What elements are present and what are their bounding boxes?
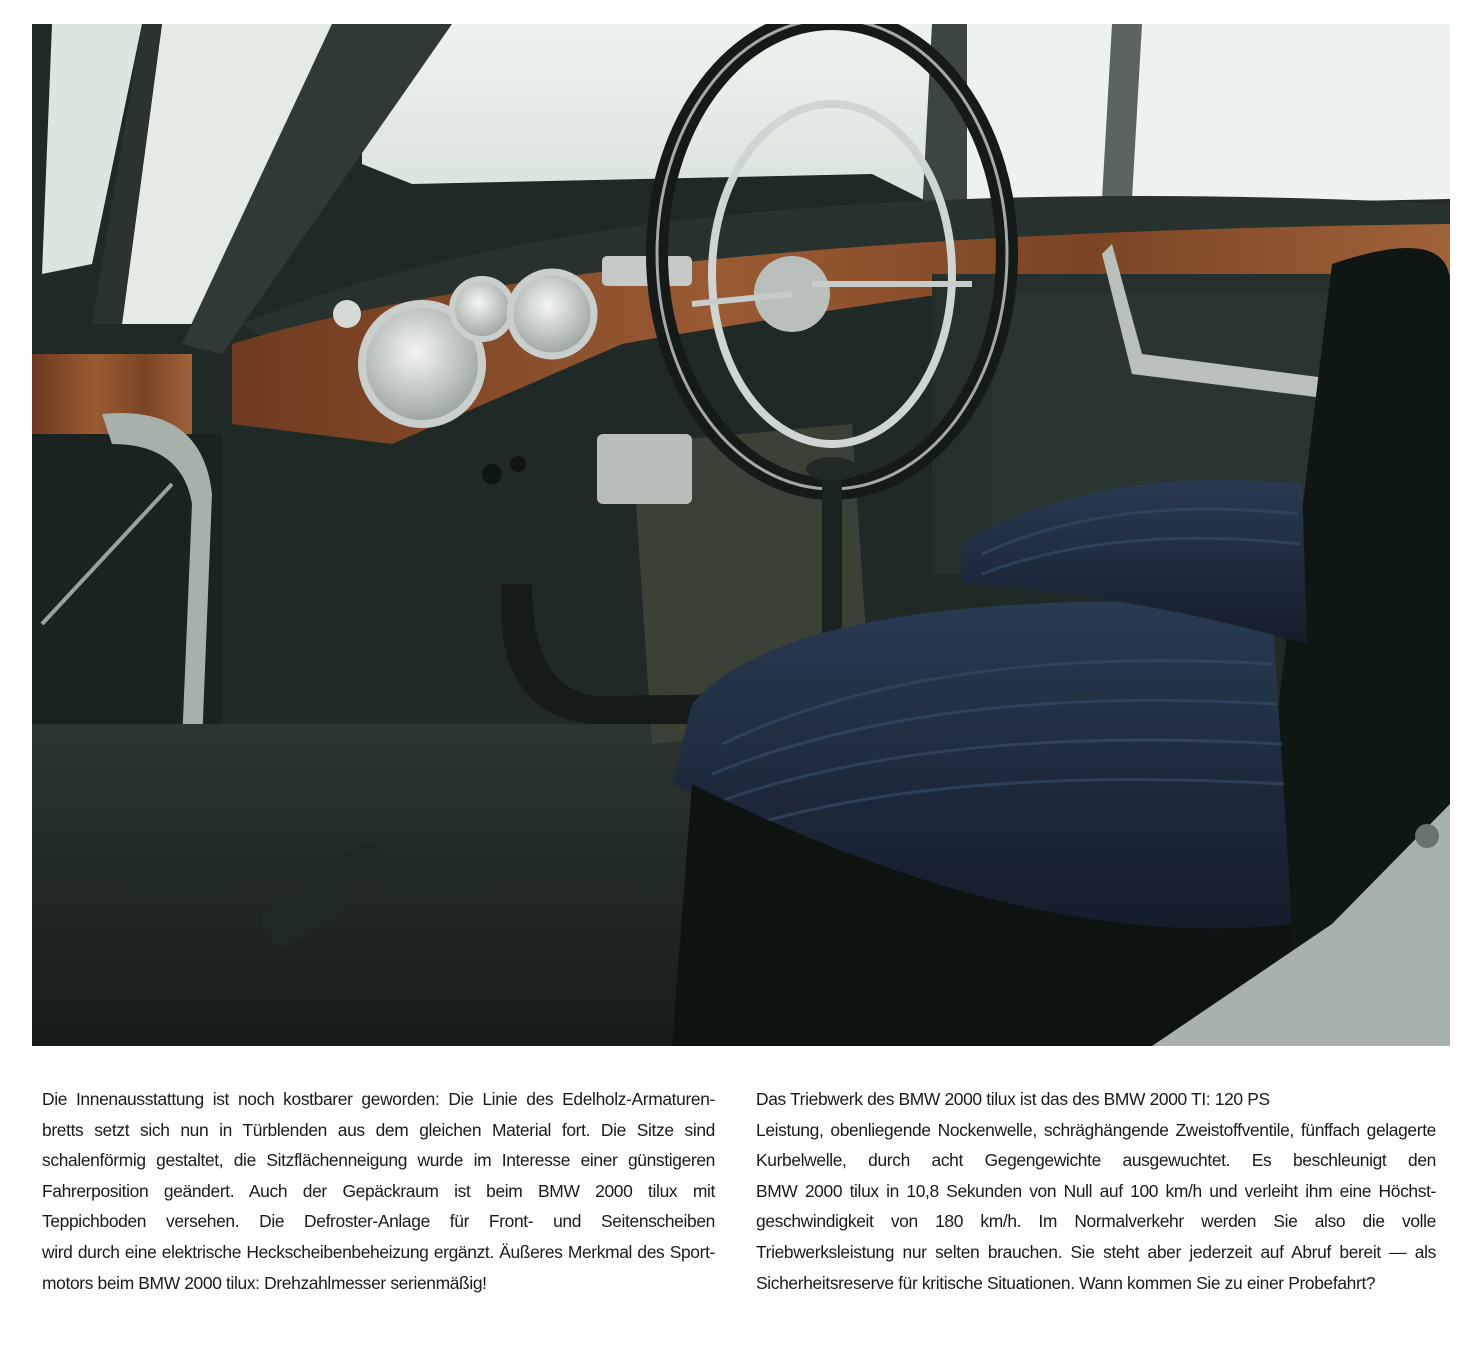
caption-line: BMW 2000 tilux in 10,8 Sekunden von Null auf 100 km/h und verleiht ihm eine Höchst-	[756, 1180, 1436, 1201]
car-interior-photo	[32, 24, 1450, 1046]
caption-line: schalenförmig gestaltet, die Sitzflächenneigung wurde im Interesse einer günstigeren	[42, 1150, 715, 1171]
caption-line: wird durch eine elektrische Heckscheibenbeheizung ergänzt. Äußeres Merkmal des Sport-	[42, 1241, 715, 1262]
dash-knob-2	[510, 456, 526, 472]
caption-line: bretts setzt sich nun in Türblenden aus dem gleichen Material fort. Die Sitze sind	[42, 1119, 715, 1140]
car-interior-illustration	[32, 24, 1450, 1046]
gauge-small-1	[452, 279, 512, 339]
ashtray	[597, 434, 692, 504]
caption-line: Teppichboden versehen. Die Defroster-Anlage für Front- und Seitenscheiben	[42, 1211, 715, 1232]
caption-left	[42, 1084, 715, 1298]
caption-line: motors beim BMW 2000 tilux: Drehzahlmesser serienmäßig!	[42, 1272, 487, 1293]
caption-line: geschwindigkeit von 180 km/h. Im Normalverkehr werden Sie also die volle	[756, 1211, 1436, 1232]
rear-window-right	[962, 24, 1450, 209]
door-latch	[1415, 824, 1439, 848]
caption-line: Sicherheitsreserve für kritische Situationen. Wann kommen Sie zu einer Probefahrt?	[756, 1272, 1376, 1293]
dash-knob-1	[482, 464, 502, 484]
caption-right	[756, 1084, 1436, 1298]
gear-shift	[822, 474, 842, 644]
tachometer-gauge	[510, 272, 594, 356]
caption-line: Kurbelwelle, durch acht Gegengewichte ausgewuchtet. Es beschleunigt den	[756, 1150, 1436, 1171]
ignition-key	[333, 300, 361, 328]
caption-line: Das Triebwerk des BMW 2000 tilux ist das des BMW 2000 TI: 120 PS	[756, 1089, 1270, 1109]
caption-line: Fahrerposition geändert. Auch der Gepäckraum ist beim BMW 2000 tilux mit	[42, 1180, 715, 1201]
caption-line: Triebwerksleistung nur selten brauchen. Sie steht aber jederzeit auf Abruf bereit — als	[756, 1241, 1436, 1262]
caption-line: Die Innenausstattung ist noch kostbarer geworden: Die Linie des Edelholz-Armaturen-	[42, 1089, 715, 1109]
gear-knob	[806, 457, 858, 481]
caption-line: Leistung, obenliegende Nockenwelle, schräghängende Zweistoffventile, fünffach gelagerte	[756, 1119, 1436, 1140]
